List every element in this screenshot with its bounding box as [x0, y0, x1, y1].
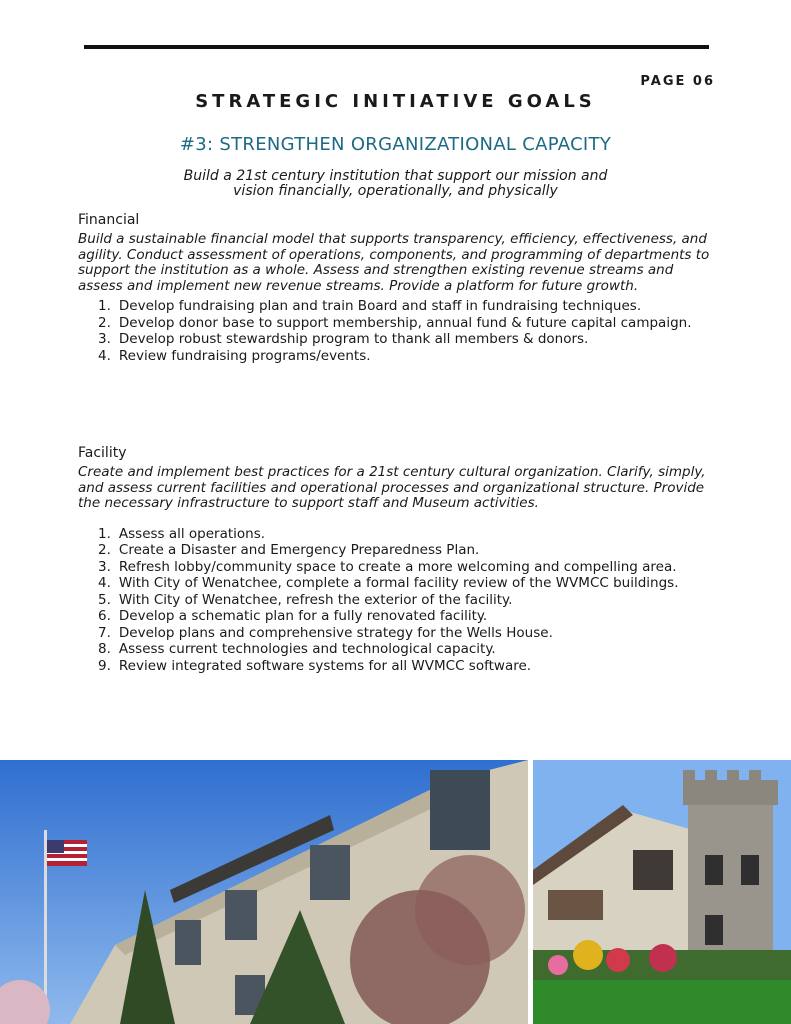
- list-item: 4. Review fundraising programs/events.: [98, 347, 371, 364]
- list-item: 1. Assess all operations.: [98, 525, 266, 542]
- list-item: 2. Develop donor base to support membership, annual fund & future capital campaign.: [98, 314, 692, 331]
- list-item: 2. Create a Disaster and Emergency Preparedness Plan.: [98, 542, 480, 558]
- wells-house-photo: [533, 760, 791, 1024]
- list-item: 1. Develop fundraising plan and train Board and staff in fundraising techniques.: [98, 298, 642, 314]
- financial-section: [78, 212, 718, 364]
- facility-list: [78, 526, 718, 675]
- tagline-line-1: Build a 21st century institution that support our mission and: [183, 168, 608, 184]
- tagline: [0, 169, 791, 199]
- facility-description: Create and implement best practices for a 21st century cultural organization. Clarify, simply, and assess current facilities and operational processes and organizational structure. Provide the necessary infrastructure to support staff and Museum activities.: [78, 464, 706, 511]
- financial-description: Build a sustainable financial model that supports transparency, efficiency, effectiveness, and agility. Conduct assessment of operations, components, and programming of departments to support the institution as a whole. Assess and strengthen existing revenue streams and assess and implement new revenue streams. Provide a platform for future growth.: [78, 231, 710, 294]
- museum-building-photo: [0, 760, 528, 1024]
- financial-list: [78, 298, 718, 364]
- list-item: 9. Review integrated software systems for all WVMCC software.: [98, 657, 532, 674]
- list-item: 8. Assess current technologies and technological capacity.: [98, 641, 496, 657]
- list-item: 5. With City of Wenatchee, refresh the exterior of the facility.: [98, 591, 513, 608]
- photo-strip: [0, 760, 791, 1024]
- financial-heading: Financial: [78, 212, 140, 228]
- list-item: 3. Refresh lobby/community space to create a more welcoming and compelling area.: [98, 558, 677, 575]
- facility-section: [78, 445, 718, 674]
- tagline-line-2: vision financially, operationally, and physically: [233, 183, 558, 199]
- top-rule: [84, 45, 709, 49]
- list-item: 6. Develop a schematic plan for a fully renovated facility.: [98, 608, 488, 624]
- section-subtitle: #3: STRENGTHEN ORGANIZATIONAL CAPACITY: [179, 134, 612, 155]
- page-title: STRATEGIC INITIATIVE GOALS: [195, 91, 596, 112]
- list-item: 4. With City of Wenatchee, complete a formal facility review of the WVMCC buildings.: [98, 575, 679, 591]
- page-number: PAGE 06: [640, 74, 715, 89]
- facility-heading: Facility: [78, 445, 127, 461]
- list-item: 7. Develop plans and comprehensive strategy for the Wells House.: [98, 624, 553, 641]
- list-item: 3. Develop robust stewardship program to thank all members & donors.: [98, 331, 589, 347]
